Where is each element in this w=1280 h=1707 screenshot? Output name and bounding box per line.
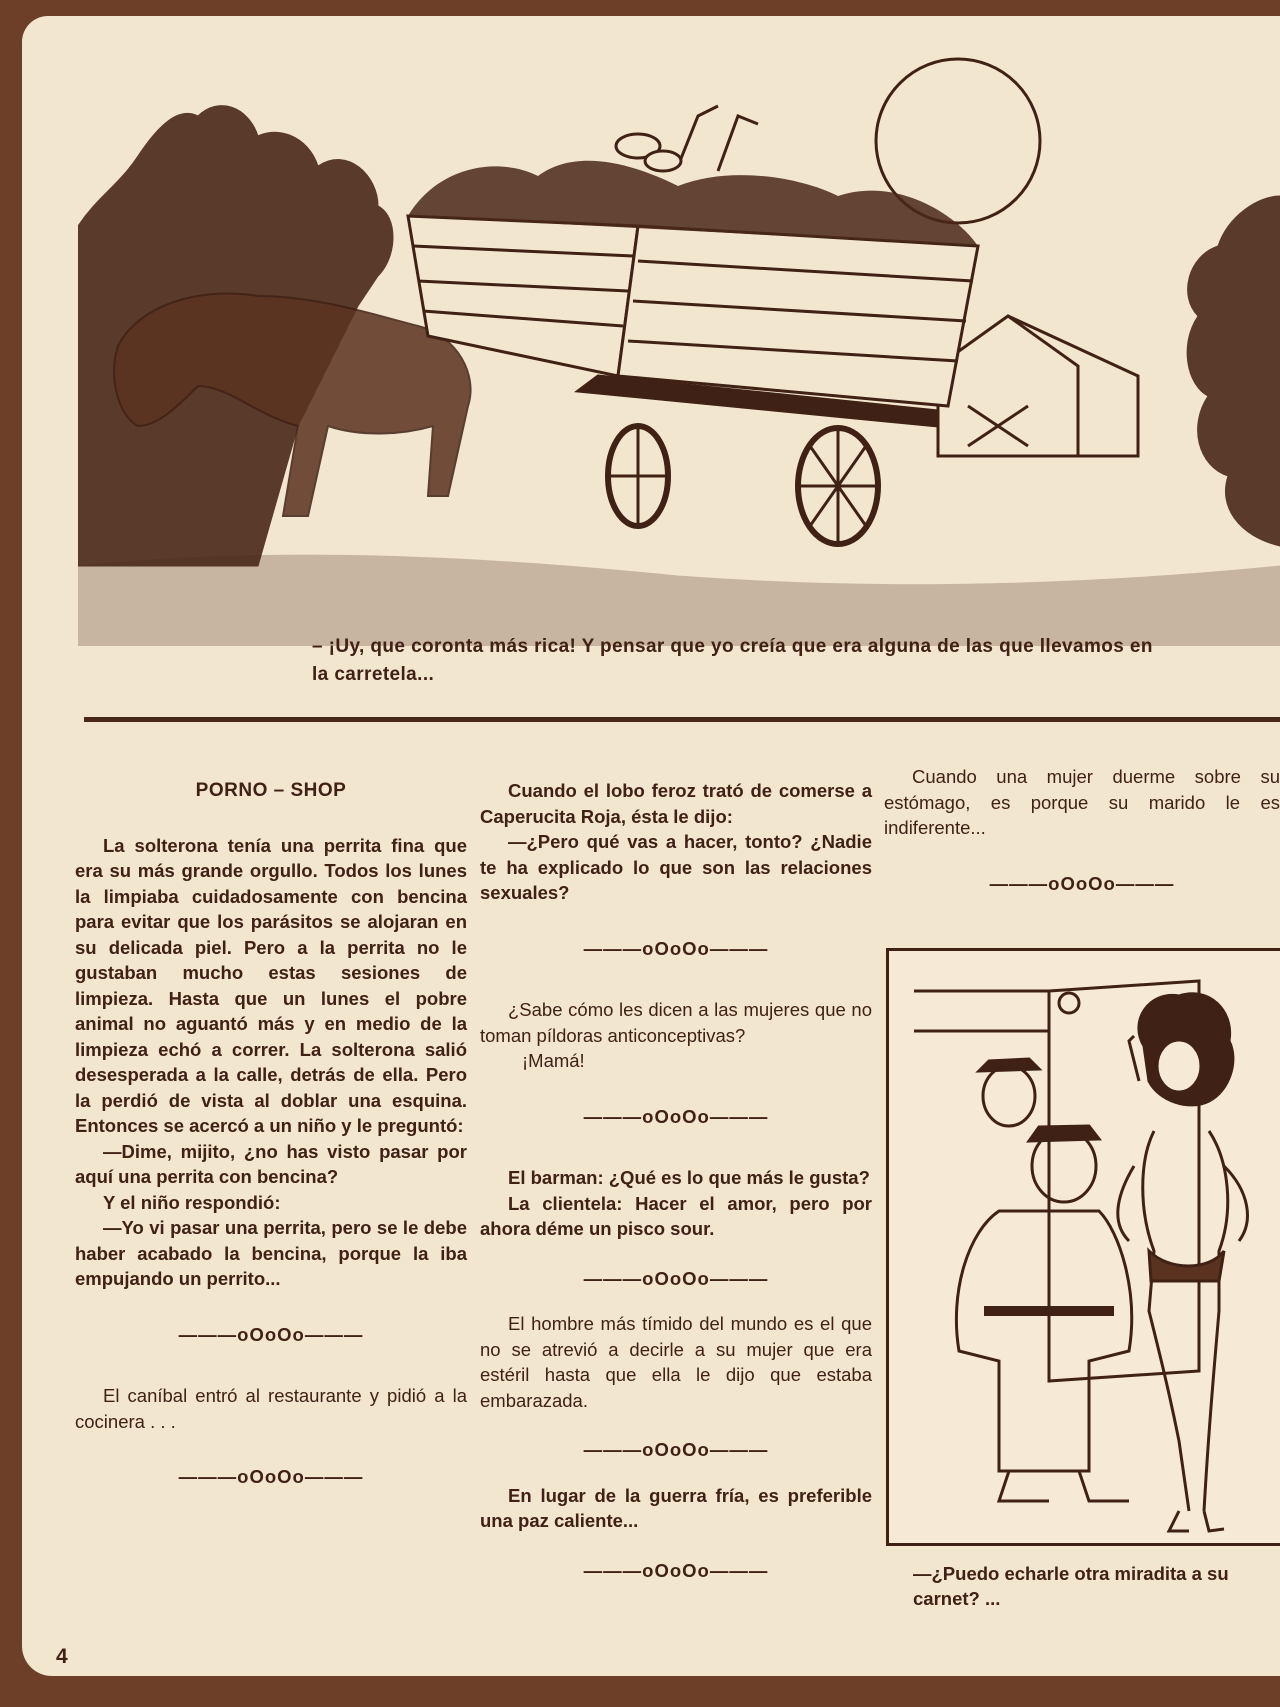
separator: ———oOoOo——— [583, 1267, 769, 1289]
joke-paragraph: En lugar de la guerra fría, es preferible una paz caliente... [480, 1484, 872, 1531]
separator: ———oOoOo——— [989, 872, 1175, 894]
magazine-page [22, 16, 1280, 1676]
section-divider [84, 717, 1280, 722]
column-title: PORNO – SHOP [195, 780, 347, 801]
police-cartoon-caption: —¿Puedo echarle otra miradita a su carnet? ... [913, 1563, 1229, 1609]
column-3 [884, 764, 1280, 932]
separator: ———oOoOo——— [583, 1559, 769, 1581]
officer-head [983, 1066, 1035, 1126]
joke-paragraph: ¿Sabe cómo les dicen a las mujeres que no toman píldoras anticonceptivas? [480, 999, 872, 1046]
separator: ———oOoOo——— [583, 1105, 769, 1127]
woman-face [1157, 1040, 1201, 1092]
figures-in-hay [616, 106, 758, 171]
separator: ———oOoOo——— [178, 1466, 364, 1487]
wagon-wheels [608, 426, 878, 544]
wagon [408, 216, 978, 426]
separator: ———oOoOo——— [583, 937, 769, 959]
door-peephole [1059, 993, 1079, 1013]
column-2 [480, 778, 872, 1603]
joke-paragraph: El hombre más tímido del mundo es el que no se atrevió a decirle a su mujer que era estéril hasta que ella le dijo que estaba embarazada. [480, 1313, 872, 1411]
police-cartoon-illustration [889, 951, 1280, 1546]
joke-paragraph: Cuando una mujer duerme sobre su estómago, es porque su marido le es indiferente... [884, 766, 1280, 838]
joke-paragraph: —Yo vi pasar una perrita, pero se le debe haber acabado la bencina, porque la iba empujando un perrito... [75, 1217, 467, 1289]
joke-paragraph: —¿Pero qué vas a hacer, tonto? ¿Nadie te ha explicado lo que son las relaciones sexuales? [480, 831, 872, 903]
right-bush [1187, 196, 1280, 546]
joke-paragraph: La solterona tenía una perrita fina que era su más grande orgullo. Todos los lunes la limpiaba cuidadosamente con bencina para evitar que los parásitos se alojaran en su delicada piel. Pero a la perrita no le gustaban mucho estas sesiones de limpieza. Hasta que un lunes el pobre animal no aguantó más y en medio de la limpieza echó a correr. La solterona salió desesperada a la calle, detrás de ella. Pero la perdió de vista al doblar una esquina. Entonces se acercó a un niño y le preguntó: [75, 834, 467, 1136]
joke-paragraph: ¡Mamá! [522, 1050, 585, 1071]
page-number: 4 [56, 1645, 68, 1668]
officer-body [956, 1211, 1131, 1471]
joke-paragraph: El caníbal entró al restaurante y pidió a la cocinera . . . [75, 1385, 467, 1432]
joke-paragraph: El barman: ¿Qué es lo que más le gusta? [508, 1167, 870, 1188]
column-1 [75, 778, 467, 1526]
police-cartoon-frame [886, 948, 1280, 1546]
separator: ———oOoOo——— [583, 1439, 769, 1460]
top-cartoon-caption: – ¡Uy, que coronta más rica! Y pensar que yo creía que era alguna de las que llevamos en la carretela... [312, 636, 1153, 685]
joke-paragraph: Y el niño respondió: [103, 1191, 281, 1213]
barn [938, 316, 1138, 456]
joke-paragraph: La clientela: Hacer el amor, pero por ahora déme un pisco sour. [480, 1192, 872, 1239]
wagon-cartoon-illustration [78, 46, 1280, 646]
woman-body [1143, 1131, 1228, 1511]
joke-paragraph: —Dime, mijito, ¿no has visto pasar por aquí una perrita con bencina? [75, 1140, 467, 1187]
joke-paragraph: Cuando el lobo feroz trató de comerse a Caperucita Roja, ésta le dijo: [480, 780, 872, 827]
separator: ———oOoOo——— [178, 1323, 364, 1345]
